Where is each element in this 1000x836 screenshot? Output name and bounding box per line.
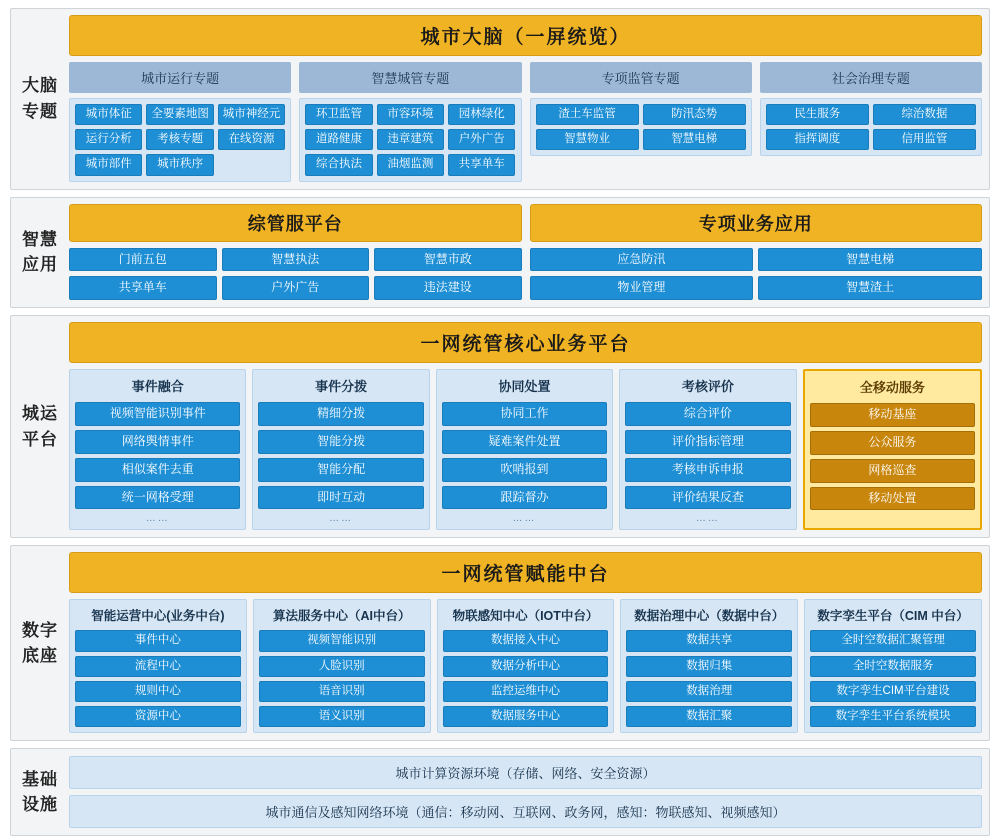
band-body-city-operation-platform bbox=[69, 316, 989, 537]
chip-event-center[interactable]: 事件中心 bbox=[75, 630, 241, 651]
chip-city-appearance[interactable]: 市容环境 bbox=[377, 104, 444, 125]
chip-smart-dump-soil[interactable]: 智慧渣土 bbox=[758, 276, 982, 300]
digital-base-columns bbox=[69, 599, 982, 733]
chip-comprehensive-enforcement[interactable]: 综合执法 bbox=[305, 154, 372, 175]
brain-column-social-governance-box bbox=[760, 98, 982, 156]
brain-special-supervision-grid bbox=[536, 104, 746, 150]
base-head-iot-perception: 物联感知中心（IOT中台） bbox=[452, 609, 599, 624]
chip-shared-bicycle-app[interactable]: 共享单车 bbox=[69, 276, 217, 300]
chip-dump-truck-supervision[interactable]: 渣土车监管 bbox=[536, 104, 639, 125]
band-label-digital-base bbox=[11, 546, 69, 740]
band-label-city-brain bbox=[11, 9, 69, 189]
band-label-line1: 智慧 bbox=[22, 229, 58, 249]
chip-online-resource[interactable]: 在线资源 bbox=[218, 129, 285, 150]
band-label-infrastructure bbox=[11, 749, 69, 835]
chip-illegal-construction[interactable]: 违章建筑 bbox=[377, 129, 444, 150]
chip-evaluation-index-management[interactable]: 评价指标管理 bbox=[625, 430, 790, 454]
platform-head-event-dispatch: 事件分拨 bbox=[315, 379, 368, 395]
comprehensive-row-1 bbox=[69, 248, 522, 272]
chip-unified-grid-acceptance[interactable]: 统一网格受理 bbox=[75, 486, 240, 510]
chip-assessment-appeal[interactable]: 考核申诉申报 bbox=[625, 458, 790, 482]
band-label-line1: 基础 bbox=[22, 769, 58, 789]
base-column-data-governance bbox=[620, 599, 798, 733]
base-head-digital-twin: 数字孪生平台（CIM 中台） bbox=[817, 609, 969, 624]
brain-column-special-supervision-box bbox=[530, 98, 752, 156]
chip-assessment-topic[interactable]: 考核专题 bbox=[146, 129, 213, 150]
chip-data-governance[interactable]: 数据治理 bbox=[626, 681, 792, 702]
band-label-line1: 城运 bbox=[22, 404, 58, 424]
chip-city-order[interactable]: 城市秩序 bbox=[146, 154, 213, 175]
chip-landscape-greening[interactable]: 园林绿化 bbox=[448, 104, 515, 125]
chip-mobile-handling[interactable]: 移动处置 bbox=[810, 487, 975, 511]
band-body-infrastructure bbox=[69, 749, 989, 835]
chip-emergency-flood[interactable]: 应急防汛 bbox=[530, 248, 754, 272]
band-infrastructure bbox=[10, 748, 990, 836]
band-label-line1: 大脑 bbox=[22, 76, 58, 96]
brain-social-governance-grid bbox=[766, 104, 976, 150]
chip-road-health[interactable]: 道路健康 bbox=[305, 129, 372, 150]
chip-smart-municipal[interactable]: 智慧市政 bbox=[374, 248, 522, 272]
chip-data-analysis-center[interactable]: 数据分析中心 bbox=[443, 656, 609, 677]
chip-collaborative-work[interactable]: 协同工作 bbox=[442, 402, 607, 426]
chip-outdoor-advertising-app[interactable]: 户外广告 bbox=[222, 276, 370, 300]
brain-column-special-supervision bbox=[530, 62, 752, 182]
base-column-digital-twin bbox=[804, 599, 982, 733]
band-smart-application bbox=[10, 197, 990, 309]
comprehensive-platform-title: 综管服平台 bbox=[69, 204, 522, 242]
chip-command-dispatch[interactable]: 指挥调度 bbox=[766, 129, 869, 150]
brain-urban-management-grid bbox=[305, 104, 515, 176]
chip-video-ai-event[interactable]: 视频智能识别事件 bbox=[75, 402, 240, 426]
band-digital-base bbox=[10, 545, 990, 741]
brain-column-operation bbox=[69, 62, 291, 182]
chip-video-intelligent-recognition[interactable]: 视频智能识别 bbox=[259, 630, 425, 651]
chip-grid-patrol[interactable]: 网格巡查 bbox=[810, 459, 975, 483]
chip-public-service[interactable]: 公众服务 bbox=[810, 431, 975, 455]
chip-sanitation-supervision[interactable]: 环卫监管 bbox=[305, 104, 372, 125]
base-head-intelligent-operation: 智能运营中心(业务中台) bbox=[91, 609, 225, 624]
platform-dots-event-dispatch: …… bbox=[329, 513, 354, 525]
chip-operation-analysis[interactable]: 运行分析 bbox=[75, 129, 142, 150]
platform-columns bbox=[69, 369, 982, 530]
application-group-comprehensive bbox=[69, 204, 522, 301]
base-column-algorithm-service bbox=[253, 599, 431, 733]
chip-smart-enforcement[interactable]: 智慧执法 bbox=[222, 248, 370, 272]
chip-data-collection[interactable]: 数据归集 bbox=[626, 656, 792, 677]
special-row-2 bbox=[530, 276, 983, 300]
band-label-line2: 应用 bbox=[22, 255, 58, 275]
chip-front-door-five[interactable]: 门前五包 bbox=[69, 248, 217, 272]
chip-instant-interaction[interactable]: 即时互动 bbox=[258, 486, 423, 510]
chip-monitoring-ops-center[interactable]: 监控运维中心 bbox=[443, 681, 609, 702]
base-head-data-governance: 数据治理中心（数据中台） bbox=[634, 609, 785, 624]
chip-shared-bicycle-brain[interactable]: 共享单车 bbox=[448, 154, 515, 175]
brain-column-operation-header: 城市运行专题 bbox=[69, 62, 291, 93]
chip-city-vital[interactable]: 城市体征 bbox=[75, 104, 142, 125]
brain-operation-grid-filler bbox=[218, 154, 285, 175]
band-label-line2: 专题 bbox=[22, 101, 58, 121]
special-business-rows bbox=[530, 248, 983, 301]
core-business-platform-title: 一网统管核心业务平台 bbox=[69, 322, 982, 363]
band-label-city-operation-platform bbox=[11, 316, 69, 537]
brain-column-urban-management-header: 智慧城管专题 bbox=[299, 62, 521, 93]
platform-column-event-dispatch bbox=[252, 369, 429, 530]
brain-column-operation-box bbox=[69, 98, 291, 182]
base-head-algorithm-service: 算法服务中心（AI中台） bbox=[272, 609, 411, 624]
infrastructure-network-perception: 城市通信及感知网络环境（通信：移动网、互联网、政务网，感知：物联感知、视频感知） bbox=[69, 795, 982, 828]
band-label-line2: 平台 bbox=[22, 429, 58, 449]
application-columns bbox=[69, 204, 982, 301]
chip-smart-elevator-app[interactable]: 智慧电梯 bbox=[758, 248, 982, 272]
chip-spatiotemporal-data-management[interactable]: 全时空数据汇聚管理 bbox=[810, 630, 976, 651]
chip-difficult-case-handling[interactable]: 疑难案件处置 bbox=[442, 430, 607, 454]
chip-smart-elevator-brain[interactable]: 智慧电梯 bbox=[643, 129, 746, 150]
band-body-digital-base bbox=[69, 546, 989, 740]
base-column-iot-perception bbox=[437, 599, 615, 733]
brain-column-special-supervision-header: 专项监管专题 bbox=[530, 62, 752, 93]
chip-full-element-map[interactable]: 全要素地图 bbox=[146, 104, 213, 125]
brain-operation-grid bbox=[75, 104, 285, 176]
chip-resource-center[interactable]: 资源中心 bbox=[75, 706, 241, 727]
chip-spatiotemporal-data-service[interactable]: 全时空数据服务 bbox=[810, 656, 976, 677]
chip-speech-recognition[interactable]: 语音识别 bbox=[259, 681, 425, 702]
comprehensive-platform-rows bbox=[69, 248, 522, 301]
chip-smart-allocation[interactable]: 智能分配 bbox=[258, 458, 423, 482]
chip-flood-situation[interactable]: 防汛态势 bbox=[643, 104, 746, 125]
platform-dots-collaborative-handling: …… bbox=[512, 513, 537, 525]
special-business-title: 专项业务应用 bbox=[530, 204, 983, 242]
chip-mobile-base[interactable]: 移动基座 bbox=[810, 403, 975, 427]
chip-rule-center[interactable]: 规则中心 bbox=[75, 681, 241, 702]
chip-city-neuron[interactable]: 城市神经元 bbox=[218, 104, 285, 125]
infrastructure-compute-resources: 城市计算资源环境（存储、网络、安全资源） bbox=[69, 756, 982, 789]
brain-column-urban-management bbox=[299, 62, 521, 182]
chip-fume-monitoring[interactable]: 油烟监测 bbox=[377, 154, 444, 175]
city-brain-title: 城市大脑（一屏统览） bbox=[69, 15, 982, 56]
platform-dots-event-fusion: …… bbox=[145, 513, 170, 525]
chip-credit-supervision[interactable]: 信用监管 bbox=[873, 129, 976, 150]
band-label-smart-application bbox=[11, 198, 69, 308]
band-body-city-brain bbox=[69, 9, 989, 189]
platform-column-full-mobile-service bbox=[803, 369, 982, 530]
band-city-brain bbox=[10, 8, 990, 190]
chip-data-service-center[interactable]: 数据服务中心 bbox=[443, 706, 609, 727]
base-column-intelligent-operation bbox=[69, 599, 247, 733]
platform-head-full-mobile-service: 全移动服务 bbox=[859, 380, 925, 396]
chip-similar-case-dedup[interactable]: 相似案件去重 bbox=[75, 458, 240, 482]
chip-digital-twin-platform-modules[interactable]: 数字孪生平台系统模块 bbox=[810, 706, 976, 727]
chip-smart-dispatch[interactable]: 智能分拨 bbox=[258, 430, 423, 454]
chip-illegal-construction-app[interactable]: 违法建设 bbox=[374, 276, 522, 300]
chip-face-recognition[interactable]: 人脸识别 bbox=[259, 656, 425, 677]
comprehensive-row-2 bbox=[69, 276, 522, 300]
chip-smart-property-brain[interactable]: 智慧物业 bbox=[536, 129, 639, 150]
chip-fine-dispatch[interactable]: 精细分拨 bbox=[258, 402, 423, 426]
band-label-line2: 设施 bbox=[22, 795, 58, 815]
platform-head-collaborative-handling: 协同处置 bbox=[498, 379, 551, 395]
chip-data-access-center[interactable]: 数据接入中心 bbox=[443, 630, 609, 651]
chip-network-opinion-event[interactable]: 网络舆情事件 bbox=[75, 430, 240, 454]
chip-outdoor-advertising[interactable]: 户外广告 bbox=[448, 129, 515, 150]
city-brain-columns bbox=[69, 62, 982, 182]
chip-comprehensive-evaluation[interactable]: 综合评价 bbox=[625, 402, 790, 426]
platform-head-event-fusion: 事件融合 bbox=[131, 379, 184, 395]
band-label-line1: 数字 bbox=[22, 620, 58, 640]
band-body-smart-application bbox=[69, 198, 989, 308]
platform-dots-assessment: …… bbox=[695, 513, 720, 525]
chip-property-management[interactable]: 物业管理 bbox=[530, 276, 754, 300]
band-city-operation-platform bbox=[10, 315, 990, 538]
chip-semantic-recognition[interactable]: 语义识别 bbox=[259, 706, 425, 727]
chip-city-component[interactable]: 城市部件 bbox=[75, 154, 142, 175]
chip-data-aggregation[interactable]: 数据汇聚 bbox=[626, 706, 792, 727]
platform-dots-full-mobile-service bbox=[810, 514, 975, 526]
chip-process-center[interactable]: 流程中心 bbox=[75, 656, 241, 677]
platform-column-collaborative-handling bbox=[436, 369, 613, 530]
platform-column-assessment bbox=[619, 369, 796, 530]
enabling-midplatform-title: 一网统管赋能中台 bbox=[69, 552, 982, 593]
platform-head-assessment: 考核评价 bbox=[681, 379, 734, 395]
platform-column-event-fusion bbox=[69, 369, 246, 530]
brain-column-social-governance bbox=[760, 62, 982, 182]
application-group-special bbox=[530, 204, 983, 301]
brain-column-social-governance-header: 社会治理专题 bbox=[760, 62, 982, 93]
chip-digital-twin-cim-construction[interactable]: 数字孪生CIM平台建设 bbox=[810, 681, 976, 702]
chip-comprehensive-governance-data[interactable]: 综治数据 bbox=[873, 104, 976, 125]
chip-tracking-supervision[interactable]: 跟踪督办 bbox=[442, 486, 607, 510]
chip-evaluation-result-review[interactable]: 评价结果反查 bbox=[625, 486, 790, 510]
band-label-line2: 底座 bbox=[22, 646, 58, 666]
chip-whistle-report[interactable]: 吹哨报到 bbox=[442, 458, 607, 482]
chip-data-sharing[interactable]: 数据共享 bbox=[626, 630, 792, 651]
chip-livelihood-service[interactable]: 民生服务 bbox=[766, 104, 869, 125]
special-row-1 bbox=[530, 248, 983, 272]
brain-column-urban-management-box bbox=[299, 98, 521, 182]
